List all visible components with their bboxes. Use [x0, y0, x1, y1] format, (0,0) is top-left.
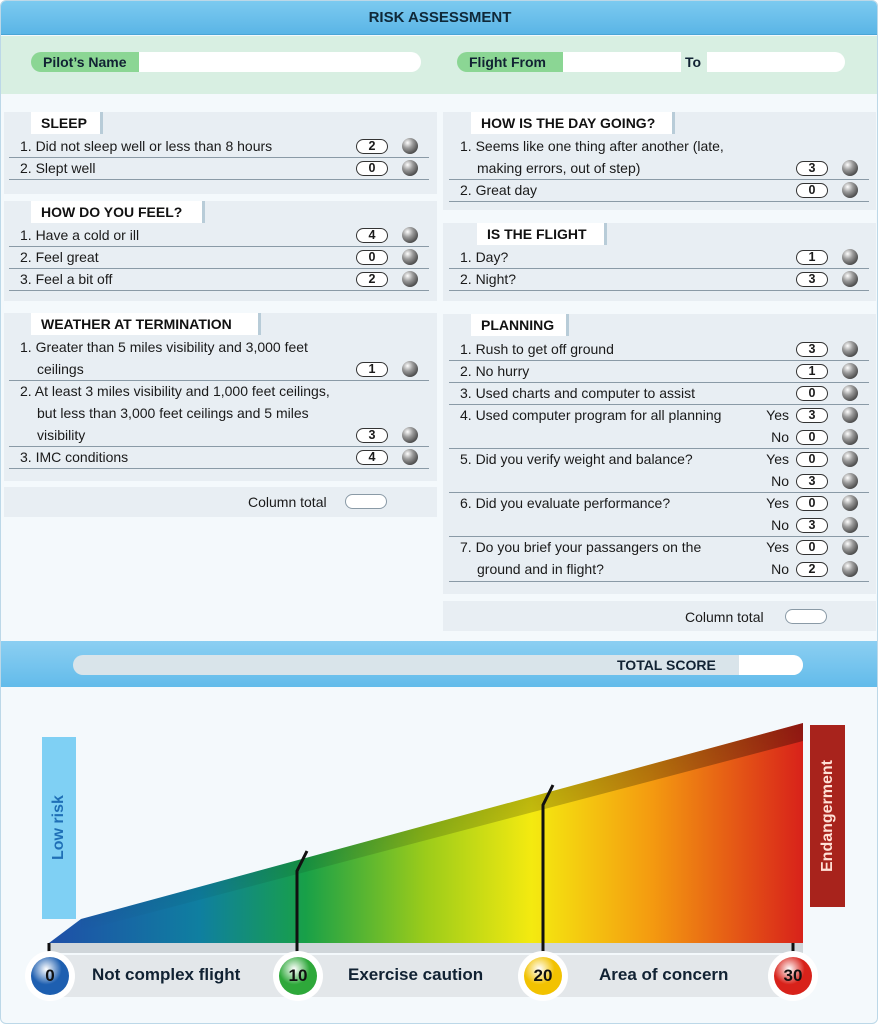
left-column-total-field[interactable] — [345, 494, 387, 509]
flight-header: IS THE FLIGHT — [477, 223, 607, 245]
planning-4-yes-score: 3 — [796, 408, 828, 423]
planning-7-no-select[interactable] — [842, 561, 858, 577]
flight-from-label: Flight From — [457, 52, 563, 72]
planning-5-yes-select[interactable] — [842, 451, 858, 467]
weather-item-1: 1. Greater than 5 miles visibility and 3,000 feet — [20, 339, 308, 355]
sleep-item-1: 1. Did not sleep well or less than 8 hours — [20, 138, 273, 154]
flight-score-2: 3 — [796, 272, 828, 287]
right-column-total-field[interactable] — [785, 609, 827, 624]
planning-header: PLANNING — [471, 314, 569, 336]
planning-5-no-select[interactable] — [842, 473, 858, 489]
day-select-2[interactable] — [842, 182, 858, 198]
feel-header: HOW DO YOU FEEL? — [31, 201, 205, 223]
zone-exercise-caution: Exercise caution — [348, 965, 484, 984]
day-item-1-cont: making errors, out of step) — [477, 160, 641, 176]
planning-6-no-select[interactable] — [842, 517, 858, 533]
planning-6-no-label: No — [771, 517, 789, 533]
scale-baseline-band — [49, 943, 803, 953]
planning-4-no-select[interactable] — [842, 429, 858, 445]
row-divider — [9, 290, 429, 291]
planning-select-3[interactable] — [842, 385, 858, 401]
page-title: RISK ASSESSMENT — [1, 1, 878, 35]
flight-to-field[interactable] — [707, 52, 845, 72]
flight-item-2: 2. Night? — [460, 271, 517, 287]
flight-score-1: 1 — [796, 250, 828, 265]
marker-10: 10 — [279, 957, 317, 995]
feel-score-1: 4 — [356, 228, 388, 243]
weather-header: WEATHER AT TERMINATION — [31, 313, 261, 335]
to-label: To — [685, 54, 702, 70]
sleep-item-2: 2. Slept well — [20, 160, 96, 176]
feel-select-2[interactable] — [402, 249, 418, 265]
planning-5-no-score: 3 — [796, 474, 828, 489]
day-header: HOW IS THE DAY GOING? — [471, 112, 675, 134]
left-column-total-label: Column total — [248, 494, 327, 510]
planning-item-1: 1. Rush to get off ground — [460, 341, 614, 357]
zone-area-of-concern: Area of concern — [599, 965, 729, 984]
total-score-field[interactable] — [739, 655, 803, 675]
weather-select-2[interactable] — [402, 427, 418, 443]
weather-select-1[interactable] — [402, 361, 418, 377]
planning-score-1: 3 — [796, 342, 828, 357]
planning-7-yes-label: Yes — [766, 539, 789, 555]
flight-select-1[interactable] — [842, 249, 858, 265]
row-divider — [449, 290, 869, 291]
planning-6-yes-select[interactable] — [842, 495, 858, 511]
weather-score-1: 1 — [356, 362, 388, 377]
weather-item-2-cont2: visibility — [37, 427, 86, 443]
right-column-total-label: Column total — [685, 609, 764, 625]
planning-6-no-score: 3 — [796, 518, 828, 533]
planning-4-no-score: 0 — [796, 430, 828, 445]
sleep-score-2: 0 — [356, 161, 388, 176]
flight-select-2[interactable] — [842, 271, 858, 287]
total-score-label: TOTAL SCORE — [617, 657, 716, 673]
day-select-1[interactable] — [842, 160, 858, 176]
header-fields — [1, 36, 878, 94]
planning-select-2[interactable] — [842, 363, 858, 379]
planning-item-7: 7. Do you brief your passangers on the — [460, 539, 702, 555]
weather-item-1-cont: ceilings — [37, 361, 84, 377]
row-divider — [449, 201, 869, 202]
feel-item-3: 3. Feel a bit off — [20, 271, 113, 287]
weather-score-3: 4 — [356, 450, 388, 465]
planning-5-yes-label: Yes — [766, 451, 789, 467]
planning-7-no-label: No — [771, 561, 789, 577]
flight-item-1: 1. Day? — [460, 249, 509, 265]
weather-item-2: 2. At least 3 miles visibility and 1,000 feet ceilings, — [20, 383, 330, 399]
planning-item-3: 3. Used charts and computer to assist — [460, 385, 695, 401]
planning-5-no-label: No — [771, 473, 789, 489]
planning-item-5: 5. Did you verify weight and balance? — [460, 451, 693, 467]
planning-score-2: 1 — [796, 364, 828, 379]
feel-item-1: 1. Have a cold or ill — [20, 227, 140, 243]
row-divider — [9, 468, 429, 469]
planning-7-yes-score: 0 — [796, 540, 828, 555]
sleep-header: SLEEP — [31, 112, 103, 134]
planning-item-6: 6. Did you evaluate performance? — [460, 495, 671, 511]
weather-item-2-cont: but less than 3,000 feet ceilings and 5 miles — [37, 405, 309, 421]
planning-4-no-label: No — [771, 429, 789, 445]
planning-4-yes-select[interactable] — [842, 407, 858, 423]
sleep-select-1[interactable] — [402, 138, 418, 154]
planning-item-7-cont: ground and in flight? — [477, 561, 604, 577]
day-score-2: 0 — [796, 183, 828, 198]
marker-0: 0 — [31, 957, 69, 995]
day-item-1: 1. Seems like one thing after another (late, — [460, 138, 724, 154]
weather-select-3[interactable] — [402, 449, 418, 465]
low-risk-label: Low risk — [50, 795, 67, 861]
planning-7-no-score: 2 — [796, 562, 828, 577]
sleep-select-2[interactable] — [402, 160, 418, 176]
planning-6-yes-label: Yes — [766, 495, 789, 511]
planning-5-yes-score: 0 — [796, 452, 828, 467]
weather-item-3: 3. IMC conditions — [20, 449, 129, 465]
pilot-name-field[interactable] — [139, 52, 421, 72]
feel-score-3: 2 — [356, 272, 388, 287]
feel-select-3[interactable] — [402, 271, 418, 287]
planning-select-1[interactable] — [842, 341, 858, 357]
planning-4-yes-label: Yes — [766, 407, 789, 423]
planning-item-2: 2. No hurry — [460, 363, 530, 379]
feel-score-2: 0 — [356, 250, 388, 265]
endangerment-label: Endangerment — [819, 760, 836, 873]
planning-score-3: 0 — [796, 386, 828, 401]
zone-not-complex: Not complex flight — [92, 965, 241, 984]
flight-from-field[interactable] — [563, 52, 681, 72]
planning-7-yes-select[interactable] — [842, 539, 858, 555]
feel-item-2: 2. Feel great — [20, 249, 99, 265]
feel-select-1[interactable] — [402, 227, 418, 243]
pilot-name-label: Pilot’s Name — [31, 52, 139, 72]
row-divider — [449, 581, 869, 582]
sleep-score-1: 2 — [356, 139, 388, 154]
marker-30: 30 — [774, 957, 812, 995]
planning-6-yes-score: 0 — [796, 496, 828, 511]
planning-item-4: 4. Used computer program for all planning — [460, 407, 722, 423]
weather-score-2: 3 — [356, 428, 388, 443]
day-score-1: 3 — [796, 161, 828, 176]
row-divider — [9, 179, 429, 180]
day-item-2: 2. Great day — [460, 182, 538, 198]
marker-20: 20 — [524, 957, 562, 995]
